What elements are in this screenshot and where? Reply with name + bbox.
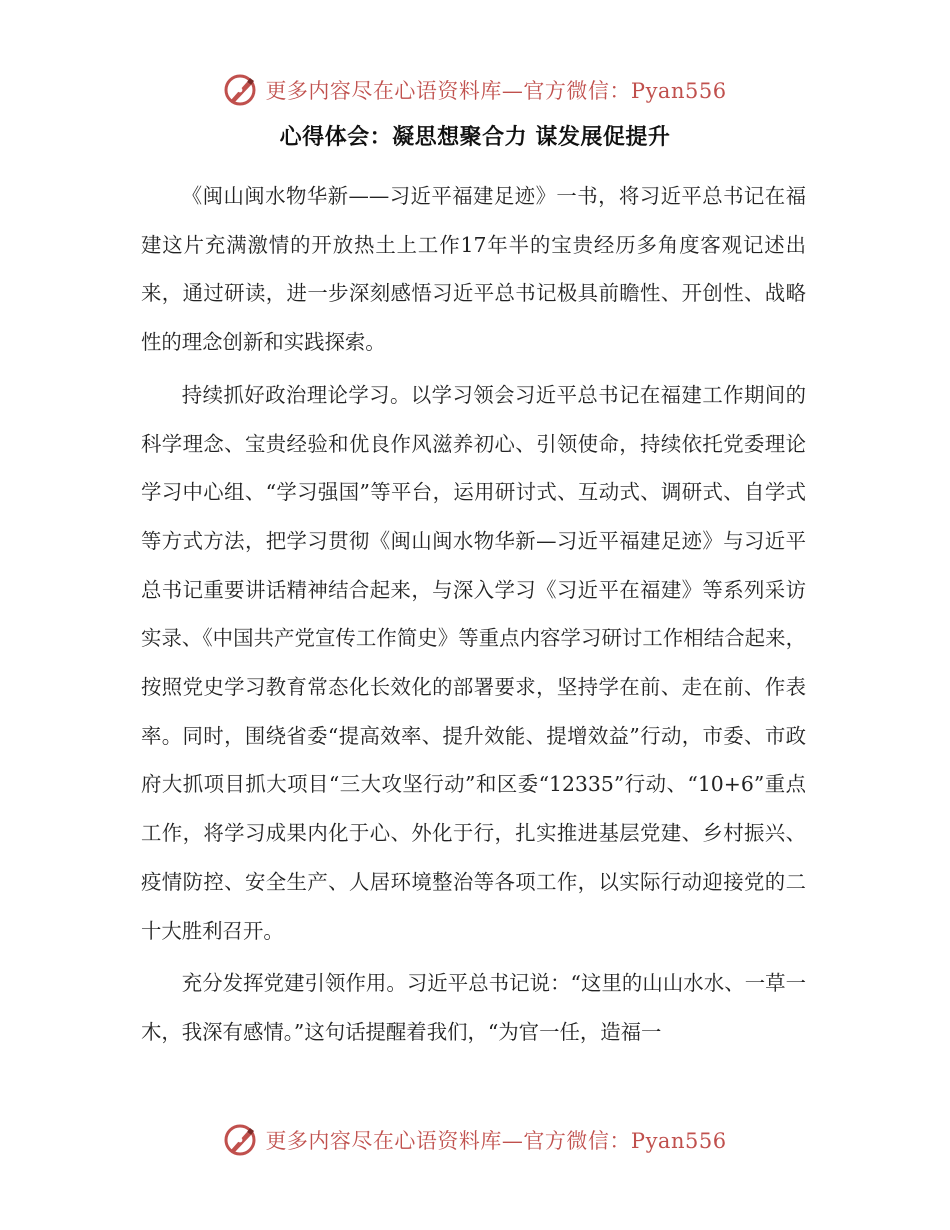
document-body	[141, 172, 806, 1061]
footer-watermark-text: 更多内容尽在心语资料库—官方微信：Pyan556	[265, 1129, 727, 1153]
footer-watermark-banner	[0, 1118, 950, 1162]
pen-circle-logo-icon	[223, 73, 257, 107]
paragraph-2: 持续抓好政治理论学习。以学习领会习近平总书记在福建工作期间的科学理念、宝贵经验和优良作风滋养初心、引领使命，持续依托党委理论学习中心组、“学习强国”等平台，运用研讨式、互动式、调研式、自学式等方式方法，把学习贯彻《闽山闽水物华新—习近平福建足迹》与习近平总书记重要讲话精神结合起来，与深入学习《习近平在福建》等系列采访实录、《中国共产党宣传工作简史》等重点内容学习研讨工作相结合起来，按照党史学习教育常态化长效化的部署要求，坚持学在前、走在前、作表率。同时，围绕省委“提高效率、提升效能、提增效益”行动，市委、市政府大抓项目抓大项目“三大攻坚行动”和区委“12335”行动、“10+6”重点工作，将学习成果内化于心、外化于行，扎实推进基层党建、乡村振兴、疫情防控、安全生产、人居环境整治等各项工作，以实际行动迎接党的二十大胜利召开。	[141, 382, 806, 943]
document-title: 心得体会：凝思想聚合力 谋发展促提升	[279, 125, 671, 150]
header-watermark-text: 更多内容尽在心语资料库—官方微信：Pyan556	[265, 79, 727, 103]
paragraph-1: 《闽山闽水物华新——习近平福建足迹》一书，将习近平总书记在福建这片充满激情的开放热土上工作17年半的宝贵经历多角度客观记述出来，通过研读，进一步深刻感悟习近平总书记极具前瞻性、开创性、战略性的理念创新和实践探索。	[141, 184, 806, 355]
paragraph-3: 充分发挥党建引领作用。习近平总书记说：“这里的山山水水、一草一木，我深有感情。”这句话提醒着我们，“为官一任，造福一	[141, 971, 806, 1044]
header-watermark-banner	[0, 68, 950, 112]
pen-circle-logo-icon	[223, 1123, 257, 1157]
